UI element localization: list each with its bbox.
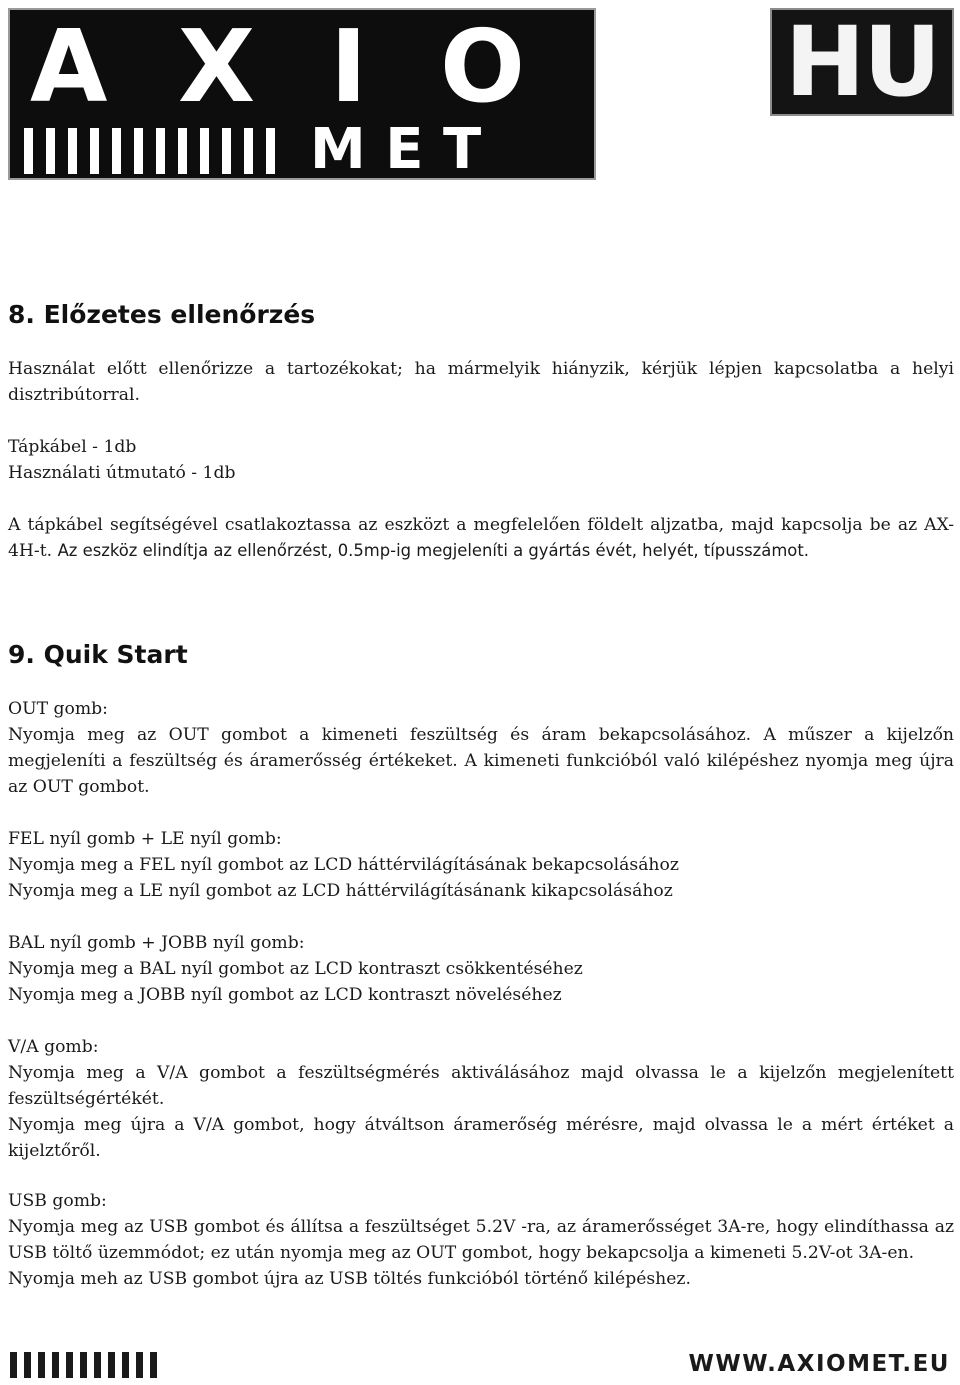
leftright-label: BAL nyíl gomb + JOBB nyíl gomb: bbox=[8, 933, 305, 953]
logo-letter: O bbox=[440, 8, 526, 125]
section-8-intro: Használat előtt ellenőrizze a tartozékokat; ha mármelyik hiányzik, kérjük lépjen kapcsolatba a helyi disztribútorral. bbox=[8, 359, 954, 405]
footer-url: WWW.AXIOMET.EU bbox=[688, 1351, 950, 1377]
out-text-part: A műszer a kijelzőn megjeleníti a feszültség és áramerősség értékeket. bbox=[8, 725, 955, 771]
section-9-title: 9. Quik Start bbox=[8, 640, 188, 669]
section-8-title: 8. Előzetes ellenőrzés bbox=[8, 300, 316, 329]
accessory-item: Használati útmutató - 1db bbox=[8, 463, 236, 483]
out-text-part: Nyomja meg az OUT gombot a kimeneti feszültség és áram bekapcsolásához. bbox=[8, 725, 752, 745]
usb-label: USB gomb: bbox=[8, 1191, 107, 1211]
out-button-text bbox=[8, 722, 954, 800]
updown-line: Nyomja meg a LE nyíl gombot az LCD háttérvilágításánank kikapcsolásához bbox=[8, 881, 673, 901]
usb-text: Nyomja meh az USB gombot újra az USB töltés funkcióból történő kilépéshez. bbox=[8, 1269, 691, 1289]
instructions-part: A tápkábel segítségével csatlakoztassa az eszközt a megfelelően földelt aljzatba, majd kapcsolja be az AX-4H-t. bbox=[8, 515, 954, 561]
logo-letter: X bbox=[178, 8, 256, 125]
instructions-part: Az eszköz elindítja az ellenőrzést, 0.5mp-ig megjeleníti a gyártás évét, helyét, típusszámot. bbox=[57, 541, 809, 560]
updown-label: FEL nyíl gomb + LE nyíl gomb: bbox=[8, 829, 282, 849]
va-text: Nyomja meg a V/A gombot a feszültségmérés aktiválásához majd olvassa le a kijelzőn megjelenített feszültségértékét. bbox=[8, 1063, 954, 1109]
out-text-part: A kimeneti funkcióból való kilépéshez nyomja meg újra az OUT gombot. bbox=[8, 751, 954, 797]
usb-text: Nyomja meg az USB gombot és állítsa a feszültséget 5.2V -ra, az áramerősséget 3A-re, hogy elindíthassa az USB töltő üzemmódot; ez után nyomja meg az OUT gombot, hogy bekapcsolja a kimeneti 5.2V-ot 3A-en. bbox=[8, 1217, 954, 1263]
va-text: Nyomja meg újra a V/A gombot, hogy átváltson áramerőség mérésre, majd olvassa le a mért értéket a kijelztőről. bbox=[8, 1115, 954, 1161]
logo-letter: I bbox=[330, 8, 368, 125]
axiomet-logo bbox=[8, 8, 596, 180]
logo-letter: A bbox=[30, 8, 108, 125]
leftright-line: Nyomja meg a BAL nyíl gombot az LCD kontraszt csökkentéséhez bbox=[8, 959, 583, 979]
country-badge bbox=[770, 8, 954, 116]
va-label: V/A gomb: bbox=[8, 1037, 99, 1057]
section-8-instructions bbox=[8, 512, 954, 564]
logo-met-text: M E T bbox=[310, 117, 482, 182]
out-button-label: OUT gomb: bbox=[8, 699, 108, 719]
leftright-line: Nyomja meg a JOBB nyíl gombot az LCD kontraszt növeléséhez bbox=[8, 985, 562, 1005]
accessory-item: Tápkábel - 1db bbox=[8, 437, 137, 457]
logo-wordmark bbox=[30, 8, 578, 125]
country-badge-label: HU bbox=[784, 6, 940, 118]
updown-line: Nyomja meg a FEL nyíl gombot az LCD háttérvilágításának bekapcsolásához bbox=[8, 855, 679, 875]
